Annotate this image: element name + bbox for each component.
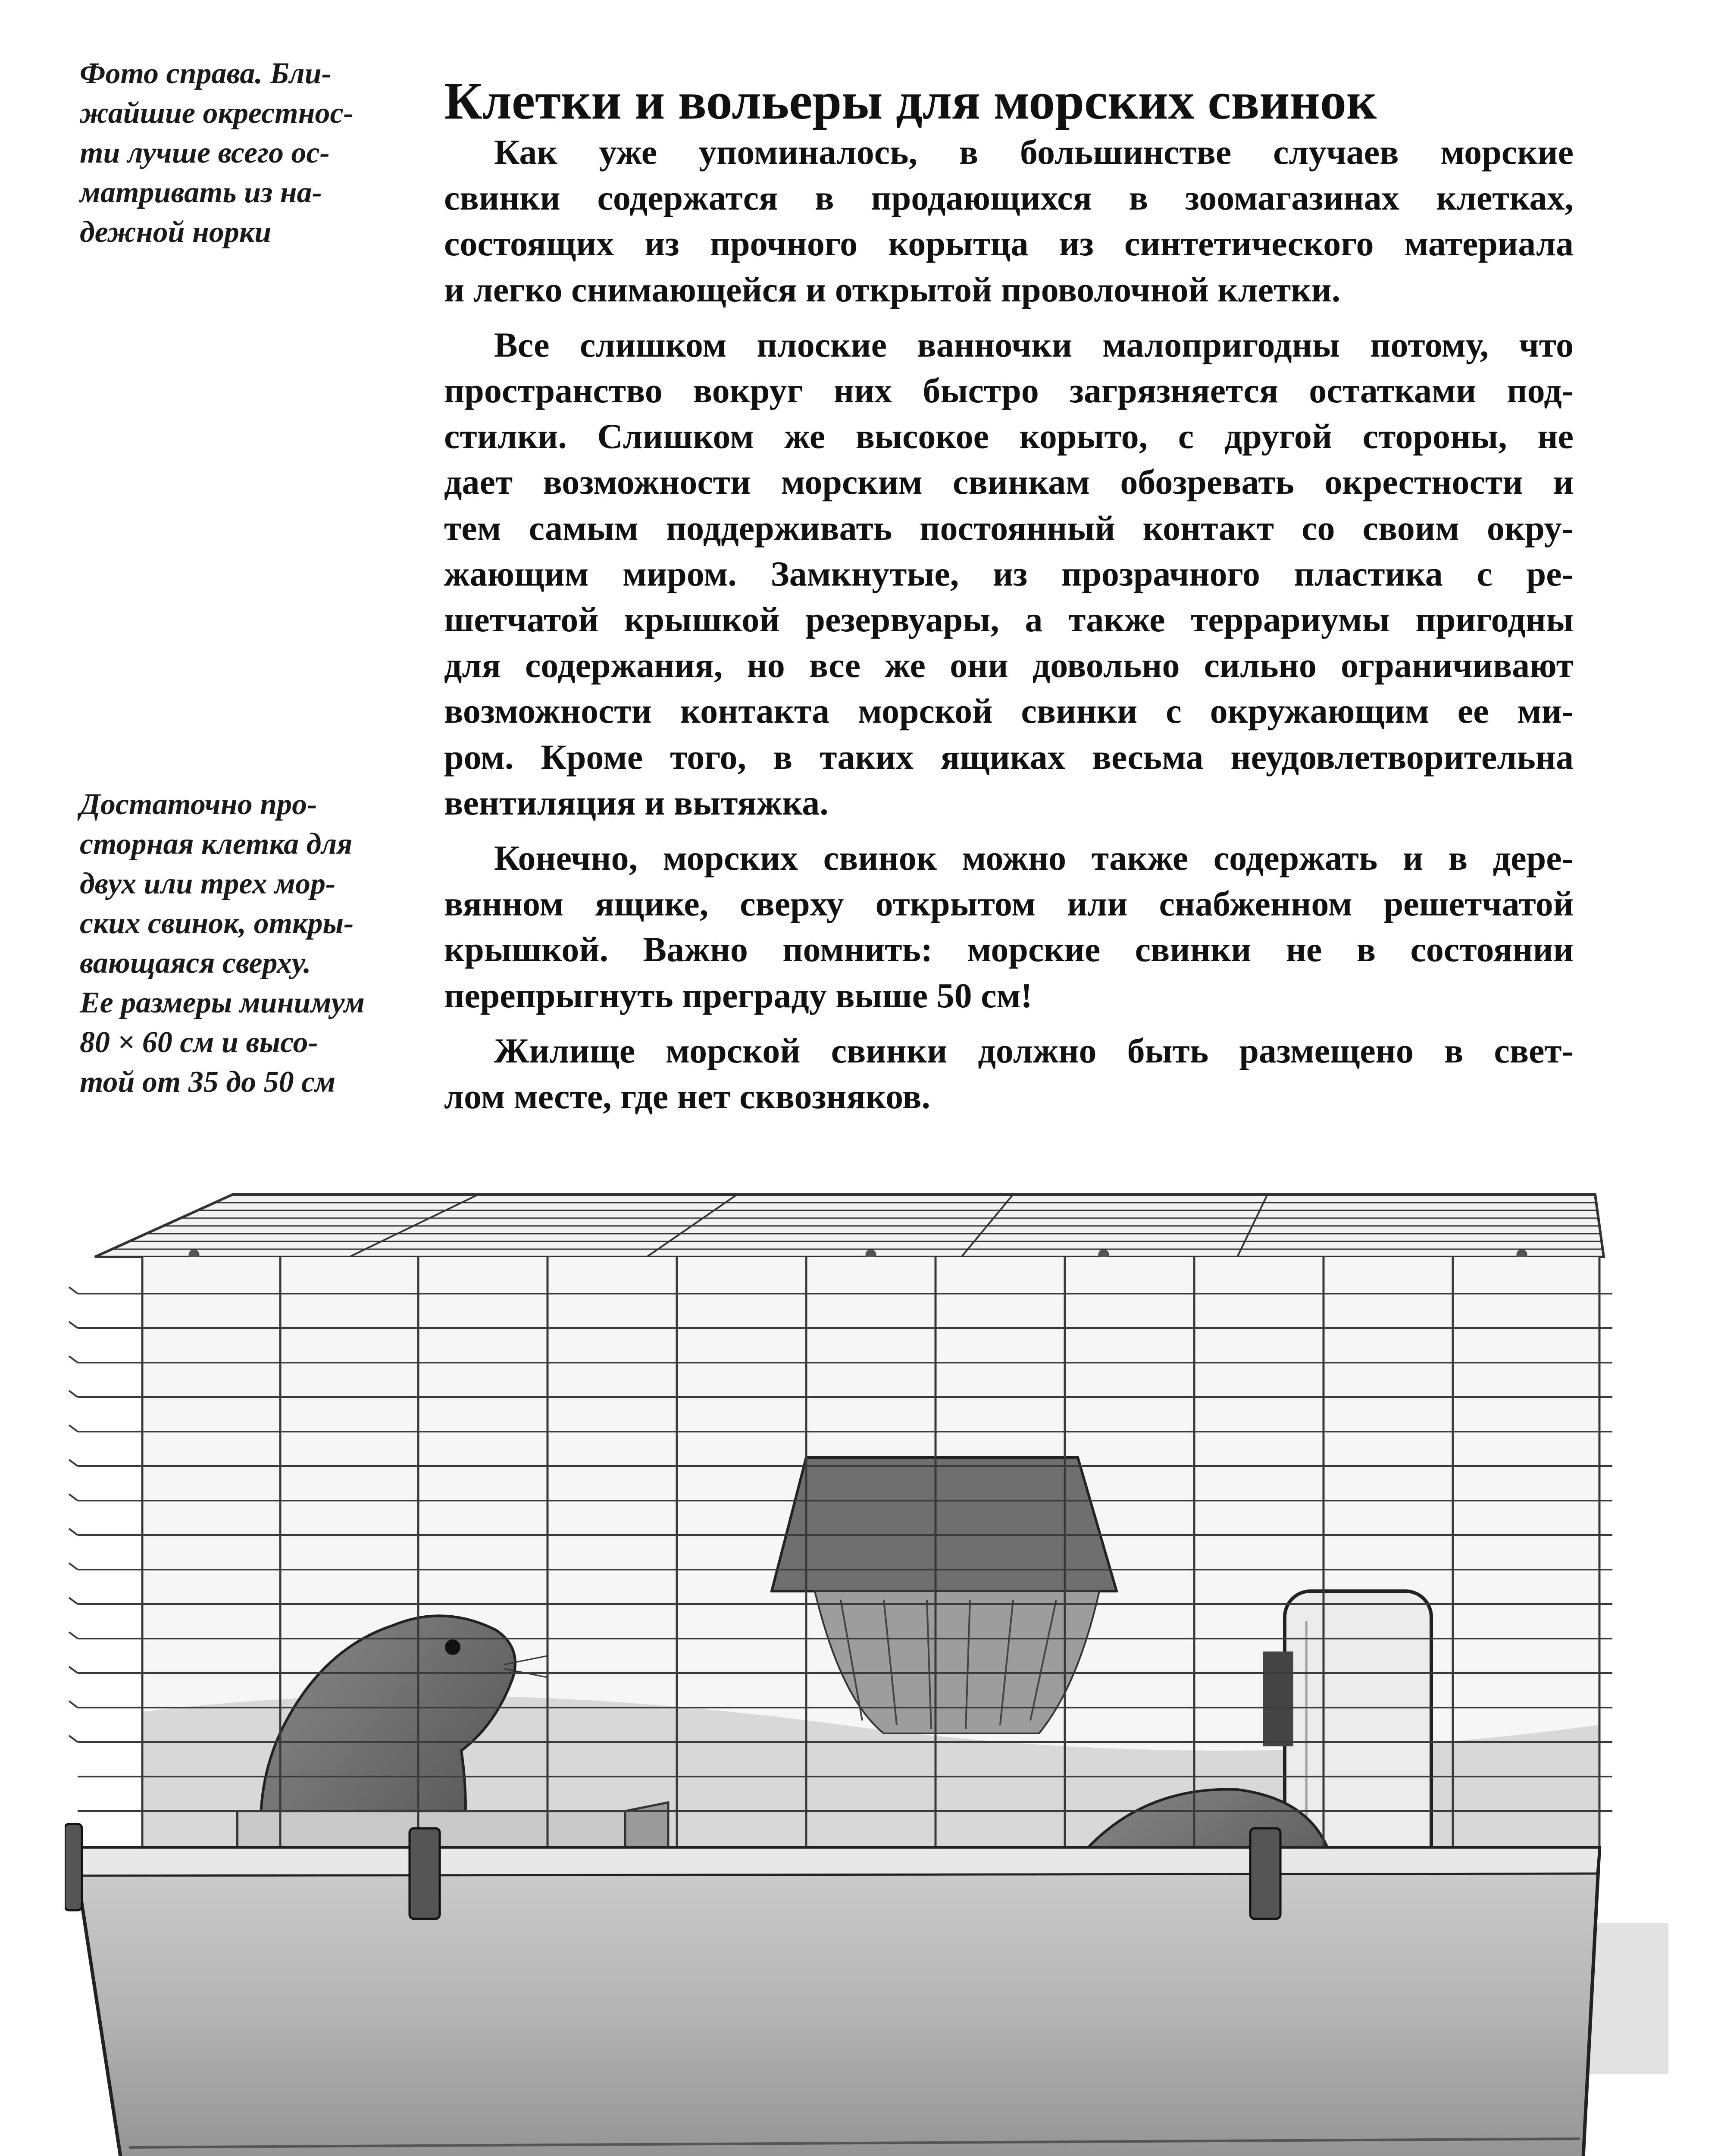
photo-caption-top bbox=[80, 54, 412, 252]
article-body bbox=[444, 129, 1574, 1129]
caption-line: ских свинок, откры- bbox=[80, 907, 354, 940]
caption-line: ти лучше всего ос- bbox=[80, 136, 330, 169]
text-line: стилки. Слишком же высокое корыто, с другой стороны, не bbox=[444, 417, 1574, 456]
paragraph bbox=[444, 322, 1574, 826]
caption-line: матривать из на- bbox=[80, 176, 322, 209]
guinea-pig-cage-illustration bbox=[65, 1190, 1668, 2156]
text-line: и легко снимающейся и открытой проволочной клетки. bbox=[444, 270, 1341, 309]
text-line: лом месте, где нет сквозняков. bbox=[444, 1077, 930, 1116]
caption-line: 80 × 60 см и высо- bbox=[80, 1026, 318, 1059]
caption-line: вающаяся сверху. bbox=[80, 946, 311, 980]
paragraph bbox=[444, 1028, 1574, 1119]
text-line: тем самым поддерживать постоянный контакт со своим окру- bbox=[444, 508, 1574, 548]
caption-line: той от 35 до 50 см bbox=[80, 1065, 336, 1099]
text-line: вянном ящике, сверху открытом или снабженном решетчатой bbox=[444, 884, 1574, 924]
paragraph bbox=[444, 129, 1574, 313]
caption-line: Ее размеры минимум bbox=[80, 986, 365, 1019]
plastic-tray bbox=[73, 1848, 1599, 2156]
cage-roof bbox=[95, 1194, 1604, 1260]
section-heading: Клетки и вольеры для морских свинок bbox=[444, 72, 1377, 130]
text-line: дает возможности морским свинкам обозревать окрестности и bbox=[444, 462, 1574, 502]
text-line: вентиляция и вытяжка. bbox=[444, 783, 829, 822]
text-line: Конечно, морских свинок можно также содержать и в дере- bbox=[494, 838, 1574, 878]
caption-line: сторная клетка для bbox=[80, 827, 353, 861]
text-line: перепрыгнуть преграду выше 50 см! bbox=[444, 975, 1033, 1015]
text-line: Все слишком плоские ванночки малопригодны потому, что bbox=[494, 325, 1574, 364]
caption-line: жайшие окрестнос- bbox=[80, 97, 354, 130]
text-line: шетчатой крышкой резервуары, а также террариумы пригодны bbox=[444, 600, 1574, 639]
caption-line: двух или трех мор- bbox=[80, 867, 336, 900]
text-line: пространство вокруг них быстро загрязняется остатками под- bbox=[444, 371, 1574, 411]
text-line: свинки содержатся в продающихся в зоомагазинах клетках, bbox=[444, 178, 1574, 218]
text-line: ром. Кроме того, в таких ящиках весьма неудовлетворительна bbox=[444, 737, 1574, 777]
text-line: крышкой. Важно помнить: морские свинки не в состоянии bbox=[444, 930, 1574, 969]
text-line: Жилище морской свинки должно быть размещено в свет- bbox=[494, 1031, 1574, 1070]
paragraph bbox=[444, 835, 1574, 1018]
text-line: состоящих из прочного корытца из синтетического материала bbox=[444, 224, 1574, 263]
illustration-caption bbox=[80, 785, 412, 1102]
caption-line: Достаточно про- bbox=[80, 788, 317, 821]
text-line: жающим миром. Замкнутые, из прозрачного пластика с ре- bbox=[444, 554, 1574, 593]
caption-line: Фото справа. Бли- bbox=[80, 57, 332, 90]
text-line: Как уже упоминалось, в большинстве случаев морские bbox=[494, 132, 1574, 172]
text-line: для содержания, но все же они довольно сильно ограничивают bbox=[444, 646, 1574, 685]
text-line: возможности контакта морской свинки с окружающим ее ми- bbox=[444, 691, 1574, 731]
caption-line: дежной норки bbox=[80, 216, 272, 249]
